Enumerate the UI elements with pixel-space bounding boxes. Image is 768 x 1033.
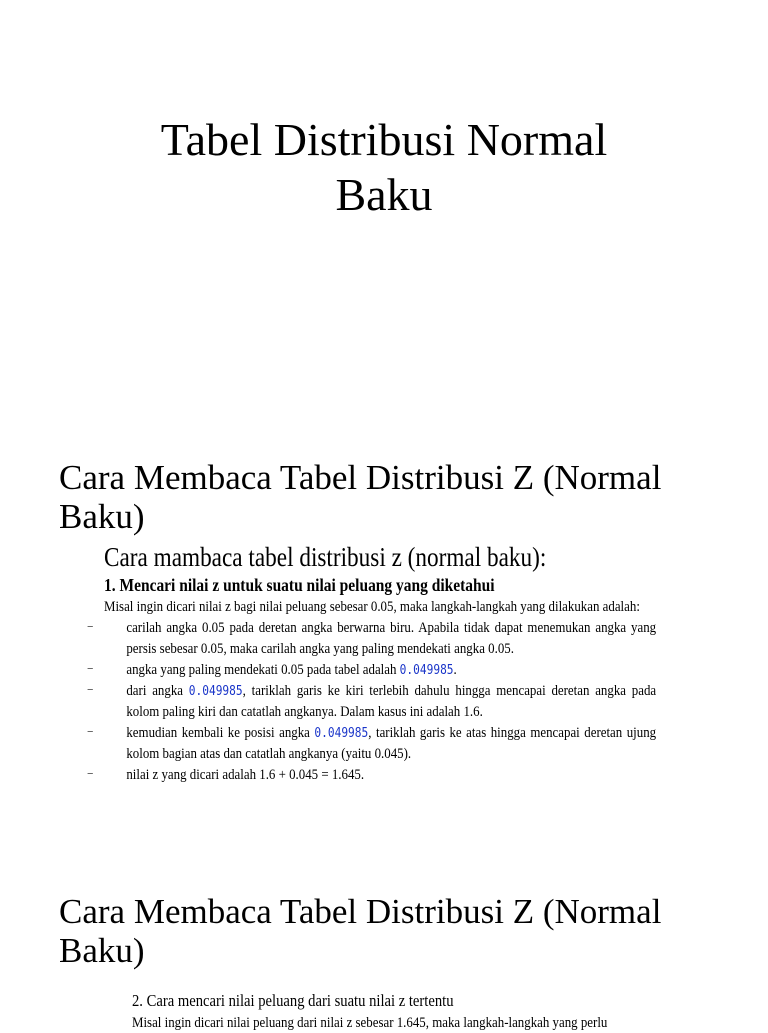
- probability-value: 0.049985: [188, 684, 243, 699]
- dash-bullet-icon: –: [87, 681, 93, 695]
- image-intro-text: Misal ingin dicari nilai z bagi nilai peluang sebesar 0.05, maka langkah-langkah yang dilakukan adalah:: [104, 599, 640, 615]
- dash-bullet-icon: –: [87, 660, 93, 674]
- step-text: , tariklah garis ke kiri terlebih dahulu hingga mencapai deretan angka pada kolom paling kiri dan catatlah angkanya. Dalam kasus ini adalah 1.6.: [126, 683, 657, 720]
- embedded-instruction-image-2: [132, 990, 732, 1031]
- list-item: [87, 681, 657, 723]
- slide-title-line-1: Tabel Distribusi Normal: [160, 114, 608, 165]
- image-subtitle: 1. Mencari nilai z untuk suatu nilai peluang yang diketahui: [104, 575, 495, 595]
- step-text: nilai z yang dicari adalah 1.6 + 0.045 = 1.645.: [126, 767, 365, 783]
- dash-bullet-icon: –: [87, 765, 93, 779]
- step-text: carilah angka 0.05 pada deretan angka berwarna biru. Apabila tidak dapat menemukan angka yang persis sebesar 0.05, maka carilah angka yang paling mendekati angka 0.05.: [126, 620, 657, 657]
- step-list: [87, 618, 657, 786]
- image-subtitle-2: 2. Cara mencari nilai peluang dari suatu nilai z tertentu: [132, 991, 454, 1010]
- image-title: Cara mambaca tabel distribusi z (normal baku):: [104, 542, 547, 572]
- slide-title-line-2: Baku: [335, 169, 433, 220]
- step-text: dari angka: [126, 683, 189, 699]
- image-intro-text-2: Misal ingin dicari nilai peluang dari nilai z sebesar 1.645, maka langkah-langkah yang perlu: [132, 1015, 608, 1031]
- list-item: [87, 660, 656, 681]
- list-item: [87, 723, 657, 765]
- step-text: .: [453, 662, 457, 678]
- list-item: [87, 618, 657, 660]
- embedded-instruction-image: [87, 542, 657, 820]
- slide-title: [0, 112, 768, 222]
- list-item: [87, 765, 656, 786]
- probability-value: 0.049985: [314, 726, 369, 741]
- step-text: kemudian kembali ke posisi angka: [126, 725, 315, 741]
- section-heading-reading-z-table-2: Cara Membaca Tabel Distribusi Z (Normal Baku): [59, 892, 662, 970]
- dash-bullet-icon: –: [87, 618, 93, 632]
- dash-bullet-icon: –: [87, 723, 93, 737]
- step-text: , tariklah garis ke atas hingga mencapai deretan ujung kolom bagian atas dan catatlah angkanya (yaitu 0.045).: [126, 725, 657, 762]
- step-text: angka yang paling mendekati 0.05 pada tabel adalah: [126, 662, 400, 678]
- section-heading-reading-z-table: Cara Membaca Tabel Distribusi Z (Normal Baku): [59, 458, 662, 536]
- probability-value: 0.049985: [399, 663, 454, 678]
